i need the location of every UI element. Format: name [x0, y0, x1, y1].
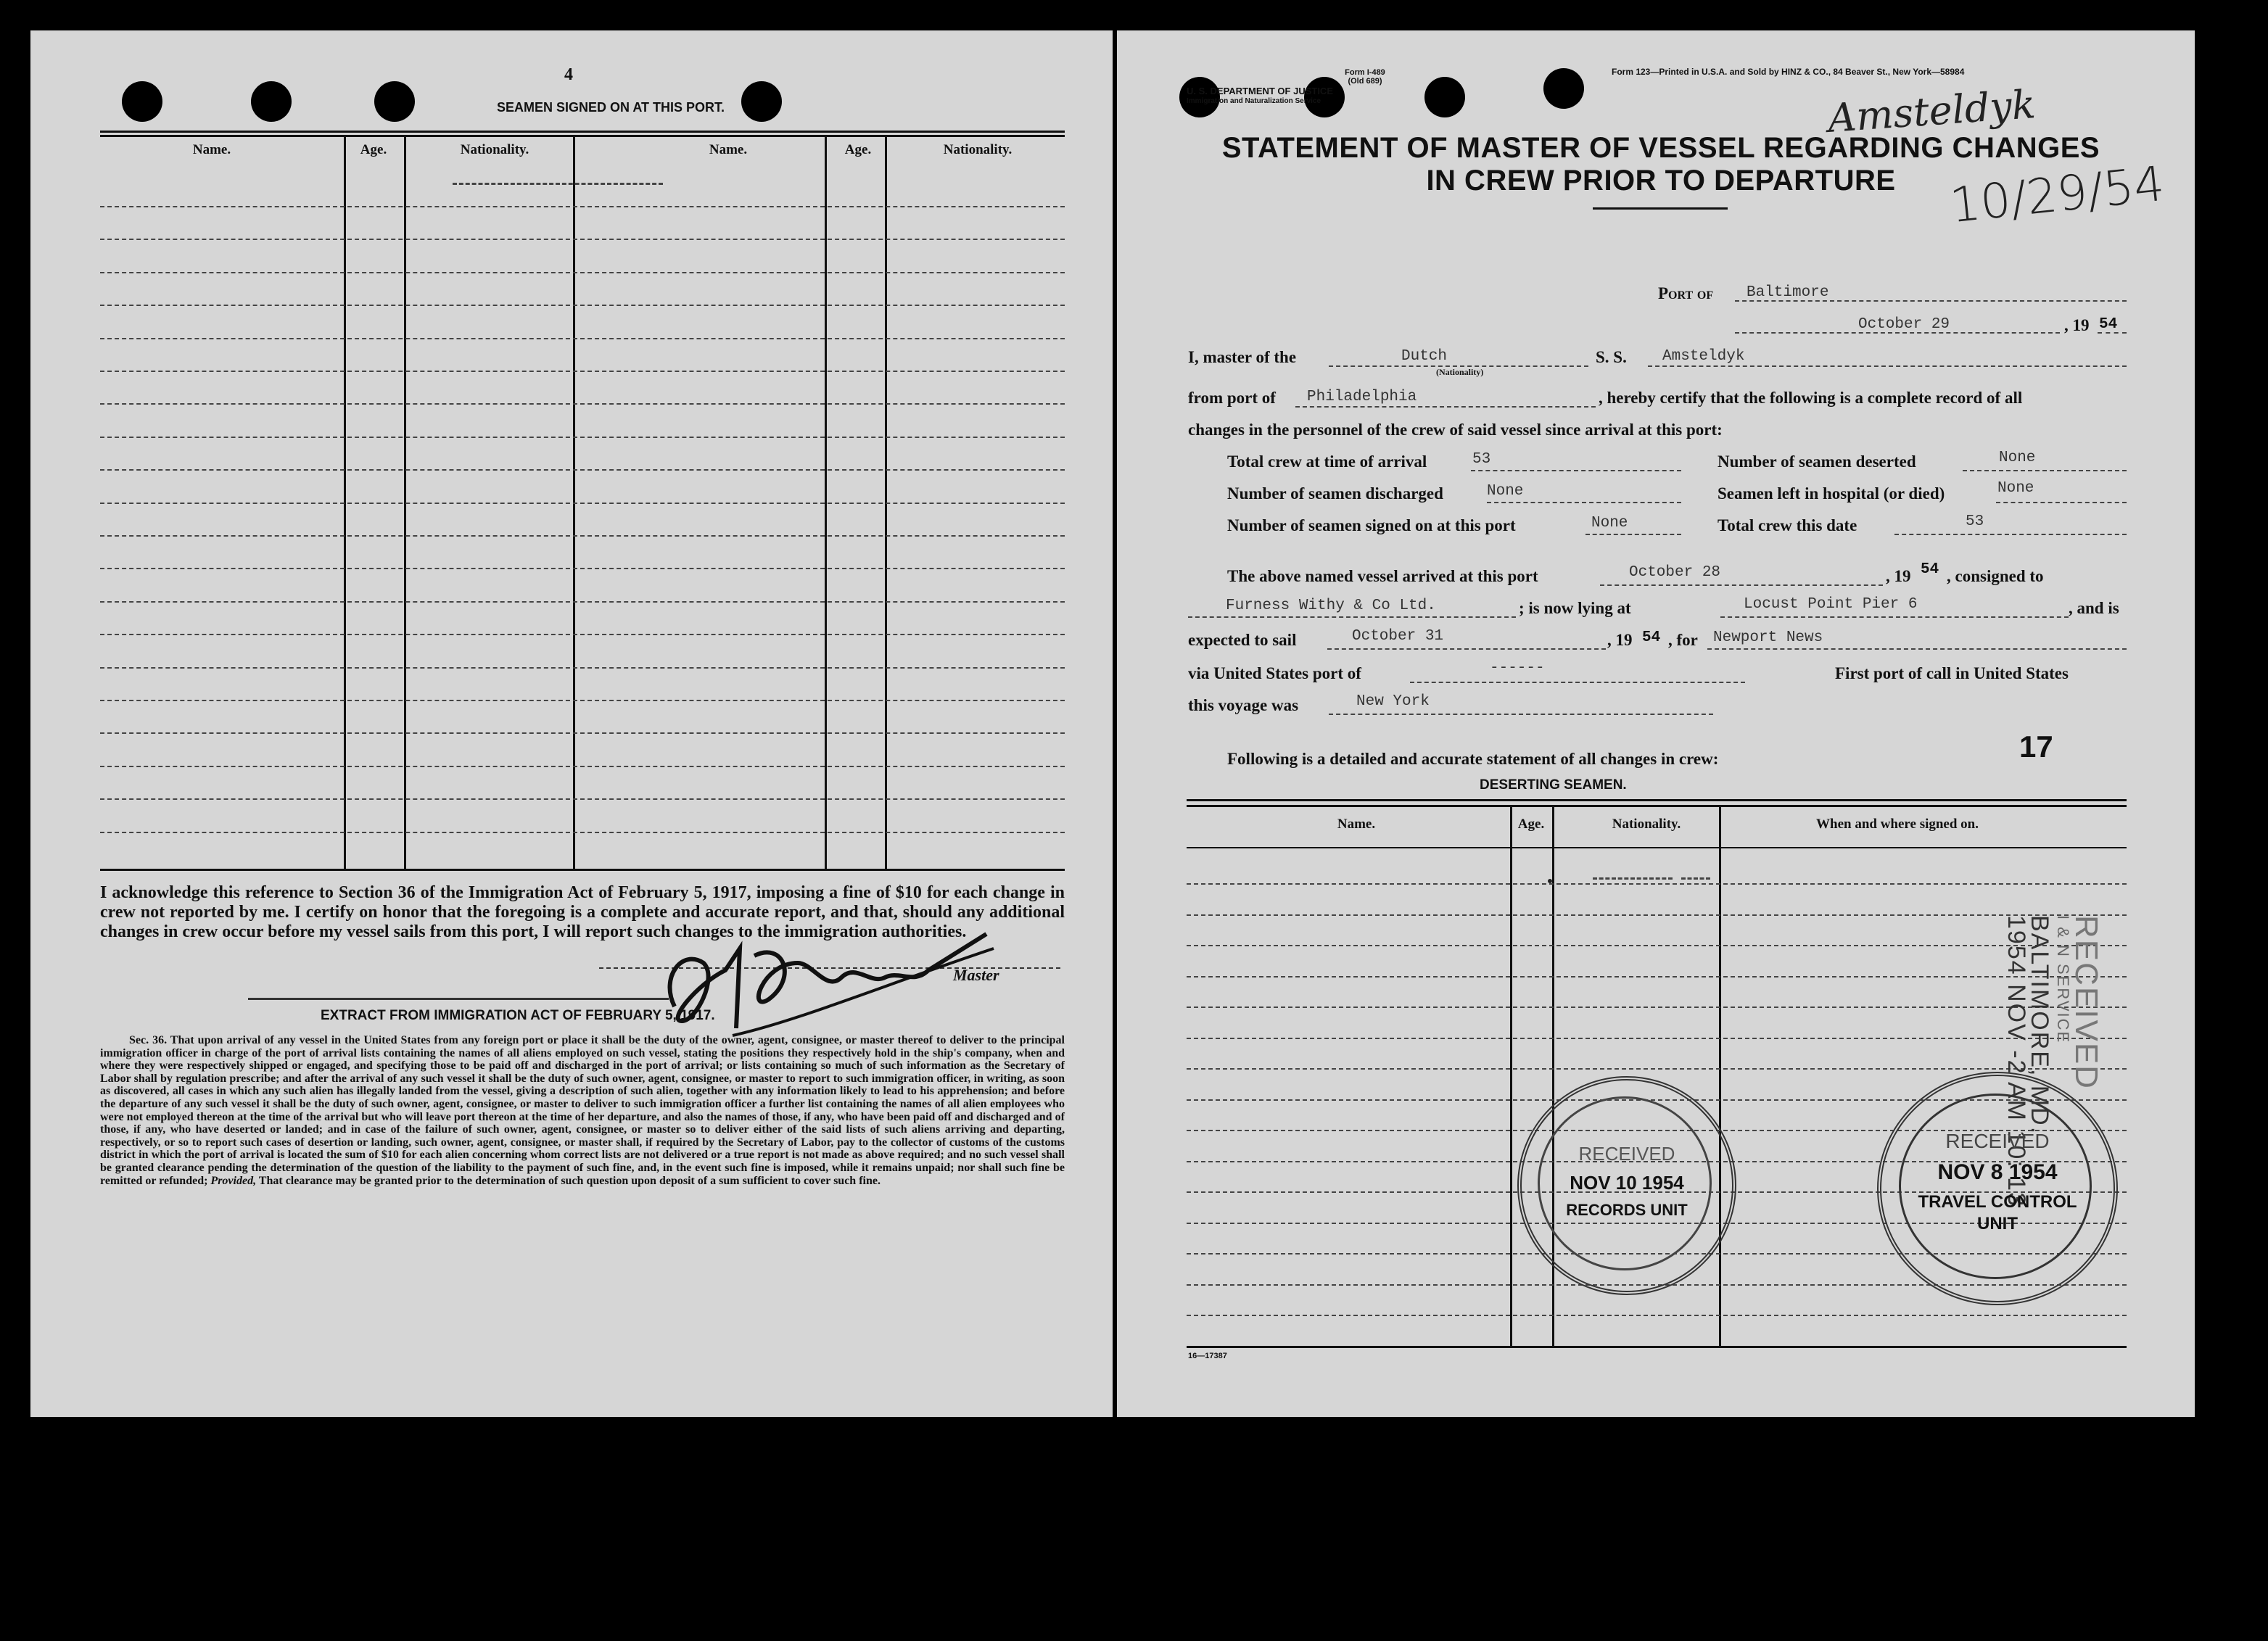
acknowledgment-paragraph: I acknowledge this reference to Section 36 of the Immigration Act of February 5, 1917, imposing a fine of $10 for each change in crew not reported by me. I certify on honor that the foregoing is a complete and accurate report, and that, should any additional changes in crew occur before my vessel sails from this port, I will report such changes to the immigration authorities. — [100, 883, 1065, 941]
field-line — [1600, 584, 1883, 586]
extract-rule — [248, 998, 669, 1000]
table-row — [1187, 976, 2127, 977]
field-line — [1720, 616, 2069, 618]
field-line — [1327, 648, 1606, 650]
table-row — [1187, 1006, 2127, 1008]
total-arrival-value: 53 — [1472, 451, 1491, 468]
vertical-service: I & N SERVICE — [2054, 915, 2072, 1044]
table-row — [100, 469, 1065, 471]
field-line — [1996, 502, 2127, 503]
header-name: Name. — [192, 142, 231, 157]
consigned-to: , consigned to — [1947, 567, 2044, 585]
table-row — [1187, 945, 2127, 946]
typed-dashes — [1593, 877, 1673, 880]
column-divider — [1719, 806, 1721, 1346]
table-row — [100, 667, 1065, 669]
records-unit-stamp — [1517, 1076, 1736, 1295]
punch-hole — [251, 81, 292, 122]
voyage-label: this voyage was — [1188, 696, 1299, 714]
hospital-value: None — [1997, 480, 2034, 497]
table-top-rule — [1187, 799, 2127, 801]
field-line — [1295, 406, 1596, 408]
footer-code: 16—17387 — [1188, 1352, 1227, 1360]
discharged-value: None — [1487, 483, 1524, 500]
table-row — [100, 503, 1065, 504]
table-top-rule — [100, 131, 1065, 133]
ss-label: S. S. — [1596, 348, 1627, 366]
records-unit: RECORDS UNIT — [1566, 1201, 1688, 1219]
table-row — [100, 568, 1065, 569]
typed-dashes — [1681, 877, 1710, 880]
table-row — [100, 832, 1065, 833]
table-row — [100, 700, 1065, 701]
table-row — [100, 766, 1065, 767]
voyage-value: New York — [1356, 693, 1430, 710]
header-age-2: Age. — [844, 142, 872, 157]
title-line-2: IN CREW PRIOR TO DEPARTURE — [1426, 165, 1896, 197]
left-page — [30, 30, 1113, 1417]
expected-year: 54 — [1642, 629, 1661, 646]
printer-line: Form 123—Printed in U.S.A. and Sold by HINZ & CO., 84 Beaver St., New York—58984 — [1612, 67, 1965, 77]
table-bottom-rule — [100, 869, 1065, 871]
header-name: Name. — [1337, 817, 1376, 832]
arrived-year-prefix: , 19 — [1886, 567, 1911, 585]
punch-hole — [122, 81, 162, 122]
field-line — [1648, 365, 2127, 367]
date-value: October 29 — [1858, 316, 1950, 333]
records-received: RECEIVED — [1578, 1143, 1675, 1165]
records-date: NOV 10 1954 — [1570, 1172, 1684, 1194]
page-number: 4 — [564, 65, 573, 84]
master-signature — [653, 919, 1001, 1050]
consignee: Furness Withy & Co Ltd. — [1226, 598, 1436, 614]
travel-received: RECEIVED — [1945, 1130, 2050, 1152]
section-36-text — [100, 1034, 1065, 1187]
following-text: Following is a detailed and accurate statement of all changes in crew: — [1227, 750, 1719, 768]
field-line — [2098, 332, 2127, 334]
total-arrival-label: Total crew at time of arrival — [1227, 452, 1427, 471]
field-line — [1487, 502, 1681, 503]
table-row — [100, 634, 1065, 635]
table-row — [100, 732, 1065, 734]
table-row — [100, 206, 1065, 207]
title-line-1: STATEMENT OF MASTER OF VESSEL REGARDING CHANGES — [1221, 132, 2100, 164]
master-label: Master — [953, 966, 999, 984]
changes-text: changes in the personnel of the crew of said vessel since arrival at this port: — [1188, 421, 1723, 439]
expected-label: expected to sail — [1188, 631, 1297, 649]
travel-date: NOV 8 1954 — [1937, 1160, 2058, 1184]
form-title — [1189, 132, 2132, 197]
field-line — [1410, 682, 1745, 683]
table-row — [100, 403, 1065, 405]
hospital-label: Seamen left in hospital (or died) — [1718, 484, 1945, 503]
master-of-label: I, master of the — [1188, 348, 1297, 366]
nationality-caption: (Nationality) — [1436, 367, 1484, 377]
department: U. S. DEPARTMENT OF JUSTICE — [1187, 86, 1333, 96]
extract-title: EXTRACT FROM IMMIGRATION ACT OF FEBRUARY 5, 1917. — [321, 1008, 715, 1023]
table-row — [100, 305, 1065, 306]
vertical-received: RECEIVED — [2069, 915, 2104, 1090]
field-line — [1894, 534, 2127, 535]
table-row — [100, 437, 1065, 438]
header-nationality: Nationality. — [460, 142, 529, 157]
title-rule — [1593, 207, 1728, 210]
column-divider — [1510, 806, 1512, 1346]
expected-date: October 31 — [1352, 628, 1444, 645]
section-body: That upon arrival of any vessel in the United States from any foreign port or place it shall be the duty of the owner, agent, consignee, or master thereof to deliver to the principal immigration officer in charge of the port of arrival lists containing the names of all aliens employed on such vessel, stating the positions they respectively hold in the ship's company, when and where they were respectively shipped or engaged, and specifying those to be paid off and discharged in the port of arrival; or lists containing so much of such information as the Secretary of Labor shall by regulation prescribe; and after the arrival of any such vessel it shall be the duty of such owner, agent, consignee, or master to report to such immigration officer, in writing, as soon as discovered, all cases in which any such alien has illegally landed from the vessel, giving a description of such alien, together with any information likely to lead to his apprehension; and before the departure of any such vessel it shall be the duty of such owner, agent, consignee, or master to deliver to such immigration officer a further list containing the names of all alien employees who were not employed thereon at the time of the arrival but who will leave port thereon at the time of her departure, and also the names of those, if any, who have been paid off and discharged and of those, if any, who have deserted or landed; and in case of the failure of such owner, agent, consignee, or master so to deliver either of the said lists of such aliens arriving and departing, respectively, or so to report such cases of desertion or landing, such owner, agent, consignee, or master shall, if required by the Secretary of Labor, pay to the collector of customs of the customs district in which the port of arrival is located the sum of $10 for each alien concerning whom correct lists are not delivered or a true report is not made as above required; and no such vessel shall be granted clearance pending the determination of the question of the liability to the payment of such fine, and, in the event such fine is imposed, while it remains unpaid; nor shall such fine be remitted or refunded; — [100, 1034, 1065, 1187]
nationality-value: Dutch — [1401, 348, 1448, 365]
vertical-date: 1954 NOV -2 AM 10: 13 — [2003, 915, 2030, 1207]
table-row — [100, 798, 1065, 800]
header-rule — [1187, 847, 2127, 848]
header-age: Age. — [1517, 817, 1545, 832]
for-label: , for — [1668, 631, 1698, 649]
header-nationality: Nationality. — [1612, 817, 1681, 832]
table-row — [1187, 883, 2127, 885]
deserted-value: None — [1999, 450, 2036, 466]
table-row — [100, 371, 1065, 372]
header-name-2: Name. — [709, 142, 748, 157]
year-value: 54 — [2099, 316, 2118, 333]
lying-value: Locust Point Pier 6 — [1744, 596, 1918, 613]
travel-unit-2: UNIT — [1977, 1214, 2018, 1233]
total-date-label: Total crew this date — [1718, 516, 1857, 534]
table-row — [100, 338, 1065, 339]
punch-hole — [1543, 68, 1584, 109]
lying-at-label: ; is now lying at — [1519, 599, 1631, 617]
handwritten-date: 10/29/54 — [1947, 155, 2167, 234]
table-bottom-rule — [1187, 1346, 2127, 1348]
travel-unit-1: TRAVEL CONTROL — [1918, 1192, 2077, 1212]
port-of-value: Baltimore — [1747, 284, 1829, 301]
page-count: 17 — [2019, 729, 2053, 764]
for-value: Newport News — [1713, 629, 1823, 646]
signed-on-heading: SEAMEN SIGNED ON AT THIS PORT. — [496, 100, 725, 115]
arrived-year: 54 — [1921, 561, 1939, 578]
typed-dashes — [453, 183, 663, 185]
and-is: , and is — [2069, 599, 2119, 617]
signed-on-label: Number of seamen signed on at this port — [1227, 516, 1516, 534]
discharged-label: Number of seamen discharged — [1227, 484, 1443, 503]
header-nationality-2: Nationality. — [943, 142, 1013, 157]
certify-text: , hereby certify that the following is a complete record of all — [1599, 389, 2023, 407]
signed-on-value: None — [1591, 515, 1628, 532]
deserting-heading: DESERTING SEAMEN. — [1480, 777, 1627, 793]
table-row — [100, 601, 1065, 603]
via-value: ------ — [1490, 660, 1545, 677]
from-port-label: from port of — [1188, 389, 1276, 407]
vertical-city: BALTIMORE, MD. — [2026, 915, 2053, 1136]
field-line — [1188, 616, 1516, 618]
arrived-date: October 28 — [1629, 564, 1721, 581]
table-top-rule — [1187, 805, 2127, 807]
expected-year-prefix: , 19 — [1607, 631, 1633, 649]
field-line — [1707, 648, 2127, 650]
table-row — [100, 272, 1065, 273]
header-when-where: When and where signed on. — [1816, 817, 1979, 832]
right-page — [1117, 30, 2195, 1417]
field-line — [1329, 714, 1713, 715]
provided-word: Provided, — [210, 1174, 257, 1187]
field-line — [1963, 470, 2127, 471]
travel-control-stamp — [1877, 1072, 2118, 1305]
ship-value: Amsteldyk — [1662, 348, 1745, 365]
first-port-label: First port of call in United States — [1835, 664, 2069, 682]
table-row — [1187, 1038, 2127, 1039]
deserted-label: Number of seamen deserted — [1718, 452, 1916, 471]
service: Immigration and Naturalization Service — [1187, 97, 1321, 105]
section-label: Sec. 36. — [129, 1034, 168, 1046]
from-port-value: Philadelphia — [1307, 389, 1417, 405]
total-date-value: 53 — [1966, 513, 1984, 530]
section-tail: That clearance may be granted prior to the determination of such question upon deposit of a sum sufficient to cover such fine. — [258, 1174, 881, 1187]
table-row — [100, 239, 1065, 240]
table-row — [1187, 1068, 2127, 1070]
table-row — [1187, 914, 2127, 916]
handwritten-ship: Amsteldyk — [1826, 81, 2037, 141]
field-line — [1471, 470, 1681, 471]
table-top-rule — [100, 135, 1065, 137]
field-line — [1585, 534, 1681, 535]
year-prefix: , 19 — [2064, 316, 2090, 334]
port-of-label: Port of — [1658, 284, 1714, 302]
form-number: Form I-489 (Old 689) — [1345, 68, 1385, 86]
via-label: via United States port of — [1188, 664, 1361, 682]
header-age: Age. — [360, 142, 387, 157]
table-row — [1187, 1315, 2127, 1316]
table-row — [100, 535, 1065, 537]
arrived-label: The above named vessel arrived at this port — [1227, 567, 1538, 585]
